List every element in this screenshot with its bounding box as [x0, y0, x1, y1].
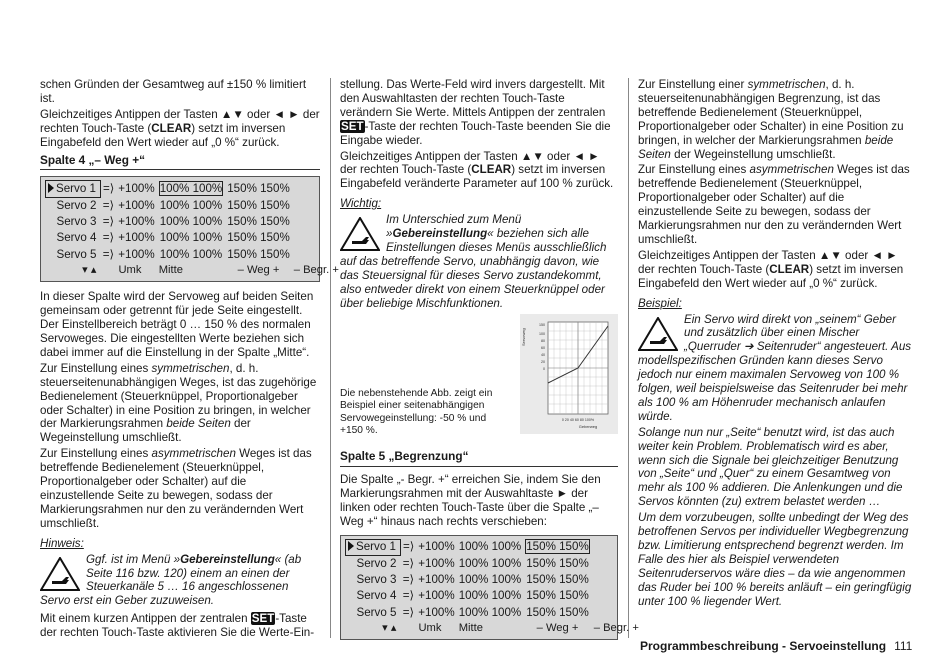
paragraph: Zur Einstellung einer symmetrischen, d. h. steuerseitenunabhängigen Begrenzung, ist das betreffende Bedienelement (Steuerknüppel, Proportionalgeber oder Schalter) in eine Position zu bringen, in welcher der Markierungsrahmen beide Seiten der Wegeinstellung umschließt.: [638, 78, 904, 161]
servo-label: Servo 2: [56, 198, 97, 212]
section-heading-spalte-5: Spalte 5 „Begrenzung“: [340, 450, 618, 467]
begr-value: 150% 150%: [227, 214, 290, 228]
servo-table-2: [345, 539, 641, 638]
important-label: Wichtig:: [340, 197, 382, 211]
footer-begr: – Begr. +: [593, 622, 639, 635]
section-heading-spalte-4: Spalte 4 „– Weg +“: [40, 154, 320, 171]
servo-label: Servo 3: [356, 573, 397, 587]
arrow-icon: =⟩: [402, 605, 415, 619]
umk-value: +100%: [118, 247, 155, 261]
servo-label: Servo 1: [46, 181, 101, 197]
servo-row[interactable]: [46, 214, 341, 230]
weg-value: 100% 100%: [159, 247, 223, 261]
graph-xlabel: Geberweg: [578, 424, 598, 429]
arrow-icon: =⟩: [402, 573, 415, 587]
servo-label: Servo 5: [56, 247, 97, 261]
servo-travel-graph: [520, 314, 618, 434]
graph-ytick: 60: [541, 346, 545, 350]
footer-begr: – Begr. +: [293, 264, 339, 277]
paragraph: Zur Einstellung eines symmetrischen, d. h. steuerseitenunabhängigen Weges, ist das zugehörige Bedienelement (Steuerknüppel, Proportionalgeber oder Schalter) in eine Position zu bringen, in welcher der Markierungsrahmen beide Seiten der Wegeinstellung umschließt.: [40, 361, 317, 445]
begr-value: 150% 150%: [526, 556, 589, 570]
begr-value: 150% 150%: [526, 605, 589, 619]
begr-value: 150% 150%: [526, 573, 589, 587]
graph-xticks: 0 20 40 60 80 100%: [561, 418, 595, 422]
footer-title: Programmbeschreibung - Servoeinstellung: [640, 639, 887, 653]
weg-value: 100% 100%: [159, 214, 223, 228]
servo-row[interactable]: [346, 605, 641, 621]
servo-row[interactable]: [46, 230, 341, 246]
weg-value: 100% 100%: [159, 231, 223, 245]
warning-triangle-icon: [638, 317, 678, 351]
begr-value: 150% 150%: [526, 589, 589, 603]
page-footer: [640, 640, 920, 654]
servo-label: Servo 5: [356, 605, 397, 619]
servo-label: Servo 3: [56, 214, 97, 228]
hint-label: Hinweis:: [40, 536, 84, 550]
example-box: [638, 297, 916, 609]
weg-value: 100% 100%: [458, 605, 522, 619]
nav-arrows: ▾ ▴: [382, 622, 397, 635]
paragraph: Zur Einstellung eines asymmetrischen Weges ist das betreffende Bedienelement (Steuerknüppel, Proportionalgeber oder Schalter) auf die einzustellende Seite zu bewegen, sodass der Markierungsrahmen nur den zu verändernden Wert umschließt.: [40, 447, 312, 530]
begr-value: 150% 150%: [526, 540, 589, 554]
column-middle-lower: [340, 446, 639, 648]
weg-value: 100% 100%: [159, 182, 223, 196]
servo-table-footer: [346, 621, 641, 637]
servo-row[interactable]: [346, 555, 641, 571]
paragraph: Gleichzeitiges Antippen der Tasten ▲▼ oder ◄ ► der rechten Touch-Taste (CLEAR) setzt im inversen Eingabefeld den Wert wieder auf „0 %“ zurück.: [638, 248, 904, 290]
example-text: Solange nun nur „Seite“ benutzt wird, ist das auch weiter kein Problem. Problematisch wird es aber, wenn sich die Signale bei gleichzeitiger Benutzung von „Seite“ und „Quer“ zu einem Gesamtweg von mehr als 100 % addieren. Die Anlenkungen und die Servos könnten (zu) extrem belastet werden …: [638, 425, 903, 509]
begr-value: 150% 150%: [227, 247, 290, 261]
umk-value: +100%: [118, 231, 155, 245]
paragraph: In dieser Spalte wird der Servoweg auf beiden Seiten gemeinsam oder getrennt für jede Seite eingestellt. Der Einstellbereich beträgt 0 … 150 % des normalen Servoweges. Die eingestellten Werte beziehen sich dabei immer auf die Einstellung in der Spalte „Mitte“.: [40, 290, 314, 359]
warning-triangle-icon: [40, 557, 80, 591]
weg-value: 100% 100%: [458, 540, 522, 554]
graph-ylabel: Servoweg: [521, 328, 526, 346]
footer-umk: Umk: [118, 264, 142, 277]
servo-label: Servo 1: [346, 539, 401, 555]
arrow-icon: =⟩: [102, 214, 115, 228]
umk-value: +100%: [118, 198, 155, 212]
servo-label: Servo 4: [56, 231, 97, 245]
hint-text: Ggf. ist im Menü »Gebereinstellung« (ab Seite 116 bzw. 120) einem an einen der Steuerkanäle 5 … 16 angeschlossenen Servo erst ein Geber zuzuweisen.: [40, 552, 302, 608]
important-text: Im Unterschied zum Menü »Gebereinstellung« beziehen sich alle Einstellungen dieses Menüs ausschließlich auf das betreffende Servo, unabhängig davon, wie das Steuersignal für dieses Servo zustandekommt, also entweder direkt von einem Steuerknüppel oder über beliebige Mischfunktionen.: [340, 213, 607, 310]
umk-value: +100%: [418, 589, 455, 603]
umk-value: +100%: [118, 214, 155, 228]
servo-row[interactable]: [46, 197, 341, 213]
column-right: [638, 78, 916, 611]
servo-label: Servo 4: [356, 589, 397, 603]
warning-triangle-icon: [340, 217, 380, 251]
graph-ytick: 80: [541, 339, 545, 343]
servo-table-footer: [46, 263, 341, 279]
arrow-icon: =⟩: [102, 247, 115, 261]
column-left: [40, 78, 339, 642]
arrow-icon: =⟩: [402, 589, 415, 603]
arrow-icon: =⟩: [102, 182, 115, 196]
graph-ytick: 100: [539, 332, 545, 336]
graph-caption: Die nebenstehende Abb. zeigt ein Beispiel einer seitenabhängigen Servowegeinstellung: -50 % und +150 %.: [340, 388, 493, 437]
cursor-icon: [48, 183, 54, 193]
paragraph: schen Gründen der Gesamtweg auf ±150 % limitiert ist.: [40, 78, 307, 105]
weg-value: 100% 100%: [458, 589, 522, 603]
paragraph: stellung. Das Werte-Feld wird invers dargestellt. Mit den Auswahltasten der rechten Touch-Taste verändern Sie Werte. Mittels Antippen der zentralen SET-Taste der rechten Touch-Taste beenden Sie die Eingabe wieder.: [340, 78, 611, 147]
umk-value: +100%: [418, 556, 455, 570]
arrow-icon: =⟩: [102, 231, 115, 245]
begr-value: 150% 150%: [227, 231, 290, 245]
arrow-icon: =⟩: [402, 556, 415, 570]
paragraph: Zur Einstellung eines asymmetrischen Weges ist das betreffende Bedienelement (Steuerknüppel, Proportionalgeber oder Schalter) auf die einzustellende Seite zu bewegen, sodass der Markierungsrahmen nur den zu verändernden Wert umschließt.: [638, 163, 910, 246]
footer-weg: – Weg +: [536, 622, 579, 635]
servo-display-screen: [40, 176, 339, 282]
arrow-icon: =⟩: [402, 540, 415, 554]
graph-ytick: 40: [541, 353, 545, 357]
servo-row[interactable]: [46, 247, 341, 263]
paragraph: Mit einem kurzen Antippen der zentralen SET-Taste der rechten Touch-Taste aktivieren Sie die Werte-Ein-: [40, 612, 315, 640]
footer-weg: – Weg +: [237, 264, 280, 277]
servo-row[interactable]: [46, 181, 341, 197]
servo-label: Servo 2: [356, 556, 397, 570]
servo-row[interactable]: [346, 588, 641, 604]
column-middle: [340, 78, 618, 313]
umk-value: +100%: [418, 573, 455, 587]
begr-value: 150% 150%: [227, 198, 290, 212]
example-text: Um dem vorzubeugen, sollte unbedingt der Weg des betroffenen Servos per individueller Wegbegrenzung bzw. Limitierung entsprechend begrenzt werden. Im Falle des hier als Beispiel verwendeten Seitenruderservos wäre dies – da wie angenommen das Ruder bei 100 % bereits anläuft – ein geringfügig unter 100 % liegender Wert.: [638, 511, 912, 608]
nav-arrows: ▾ ▴: [82, 264, 97, 277]
graph-ytick: 20: [541, 360, 545, 364]
column-divider-1: [330, 78, 331, 638]
weg-value: 100% 100%: [458, 556, 522, 570]
umk-value: +100%: [418, 540, 455, 554]
umk-value: +100%: [418, 605, 455, 619]
weg-value: 100% 100%: [458, 573, 522, 587]
example-text: Ein Servo wird direkt von „seinem“ Geber und zusätzlich über einen Mischer „Querruder ➔ Seitenruder“ angesteuert. Aus modellspezifischen Gründen kann dieses Servo jedoch nur einem maximalen Servoweg von 100 % folgen, weil beispielsweise das Seitenruder bei mehr als 100 % am Höhenruder mechanisch anlaufen würde.: [638, 312, 912, 423]
paragraph: Gleichzeitiges Antippen der Tasten ▲▼ oder ◄ ► der rechten Touch-Taste (CLEAR) setzt im inversen Eingabefeld den Wert wieder auf „0 %“ zurück.: [40, 107, 320, 149]
footer-mitte: Mitte: [458, 622, 483, 635]
graph-ytick: 150: [539, 323, 545, 327]
graph-ytick: 0: [543, 367, 545, 371]
begr-value: 150% 150%: [227, 182, 290, 196]
paragraph: Gleichzeitiges Antippen der Tasten ▲▼ oder ◄ ► der rechten Touch-Taste (CLEAR) setzt im inversen Eingabefeld veränderte Parameter auf 100 % zurück.: [340, 149, 614, 191]
servo-table: [45, 180, 341, 279]
arrow-icon: =⟩: [102, 198, 115, 212]
servo-row[interactable]: [346, 539, 641, 555]
hint-box: [40, 537, 320, 609]
umk-value: +100%: [118, 182, 155, 196]
footer-mitte: Mitte: [158, 264, 183, 277]
page-number: 111: [894, 639, 913, 653]
cursor-icon: [348, 541, 354, 551]
paragraph: Die Spalte „- Begr. +“ erreichen Sie, indem Sie den Markierungsrahmen mit der Auswahltaste ► der linken oder rechten Touch-Taste über die Spalte „– Weg +“ hinaus nach rechts verschieben:: [340, 472, 601, 528]
footer-umk: Umk: [418, 622, 442, 635]
important-box: [340, 197, 618, 310]
servo-row[interactable]: [346, 572, 641, 588]
weg-value: 100% 100%: [159, 198, 223, 212]
servo-display-screen-2: [340, 535, 639, 641]
example-label: Beispiel:: [638, 296, 682, 310]
